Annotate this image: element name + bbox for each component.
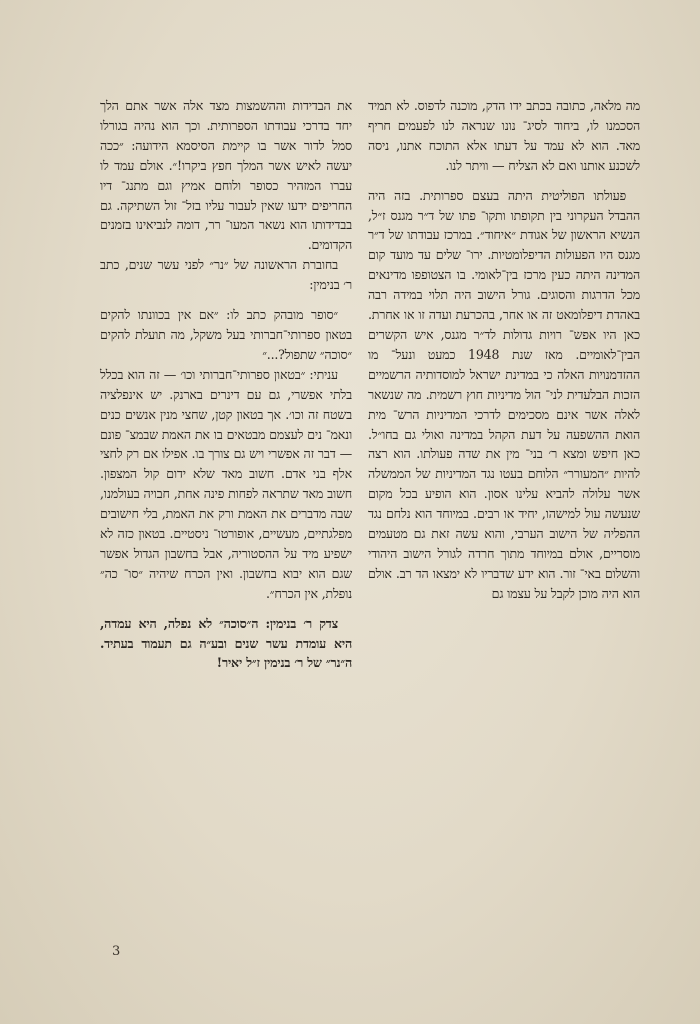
- paragraph-political-activity: פעולתו הפוליטית היתה בעצם ספרותית. בזה היה ההבדל העקרוני בין תקופתו ותקו־ פתו של ד״ר מגנס ז״ל, הנשיא הראשון של אגודת ״איחוד״. במרכז עבודתו של ד״ר מגנס היו הפעולות הדיפלומטיות. ירו־ שלים עד מועד קום המדינה היתה כעין מרכז בין־לאומי. בו הצטופפו מדינאים מכל הדרגות והסוגים. גורל הישוב היה תלוי במידה רבה באהדת דיפלומאט זה או אחר, בהכרעת ועדה זו או אחרת. כאן היו אפש־ רויות גדולות לד״ר מגנס, איש הקשרים הבין־לאומיים. מאז שנת 1948 כמעט ונעל־ מו ההזדמנויות האלה כי במדינת ישראל למוסדותיה הרשמיים הזכות הבלעדית לני־ הול מדיניות חוץ רשמית. מה שנשאר לאלה אשר אינם מסכימים לדרכי המדיניות הרש־ מית הואת ההשפעה על דעת הקהל במדינה ואולי גם בחו״ל. כאן חיפש ומצא ר׳ בני־ מין את שדה פעולתו. הוא רצה להיות ״המעורר״ הלוחם בעטו נגד המדיניות של הממשלה אשר עלולה להביא עלינו אסון. הוא הופיע בכל מקום שנעשה עול למישהו, יחיד או רבים. במיוחד הוא נלחם נגד ההפליה של הישוב הערבי, והוא עשה זאת גם מטעמים מוסריים, אולם במיוחד מתוך חרדה לגורל הישוב היהודי והשלום באי־ זור. הוא ידע שדבריו לא ימצאו הד רב. אולם הוא היה מוכן לקבל על עצמו גם: [368, 187, 640, 601]
- paragraph-quote-reply: עניתי: ״בטאון ספרותי־חברותי וכו׳ — זה הוא בכלל בלתי אפשרי, גם עם דינרים בארנק. יש אינפלציה בשטח זה וכו׳. אך בטאון קטן, שחצי מנין אנשים כנים ונאמ־ נים לעצמם מבטאים בו את האמת שבמצ־ פונם — דבר זה אפשרי ויש גם צורך בו. אפילו אם רק לחצי אלף בני אדם. חשוב מאד שלא ידום קול המצפון. חשוב מאד שתראה לפחות פינה אחת, חבויה בעולמנו, שבה מדברים את האמת ורק את האמת, בלי חישובים מפלגתיים, מעשיים, אופורטו־ ניסטיים. בטאון כזה לא ישפיע מיד על ההסטוריה, אבל בחשבון הגדול אפשר שגם הוא יבוא בחשבון. ואין הכרח שיהיה ״סו־ כה״ נופלת, אין הכרח״.: [100, 366, 352, 601]
- page-number: 3: [112, 944, 121, 959]
- paragraph-continuation: מה מלאה, כתובה בכתב ידו הדק, מוכנה לדפוס. לא תמיד הסכמנו לו, ביחוד לסיג־ נונו שנראה לנו לפעמים חריף מאד. הוא לא עמד על דעתו אלא התוכח אתנו, ניסה לשכנע אותנו ואם לא הצליח — וויתר לנו.: [368, 98, 640, 173]
- paragraph-first-issue: בחוברת הראשונה של ״נר״ לפני עשר שנים, כתב ר׳ בנימין:: [100, 257, 352, 293]
- left-text-column: [100, 96, 352, 673]
- paragraph-isolation: את הבדידות וההשמצות מצד אלה אשר אתם הלך יחד בדרכי עבודתו הספרותית. וכך הוא נהיה בגורלו סמל לדור אשר בו קיימת הסיסמא הידועה: ״ככה יעשה לאיש אשר המלך חפץ ביקרו!״. אולם עמד לו עברו המזהיר כסופר ולוחם אמיץ וגם מתנג־ דיו החריפים ידעו שאין לעבור עליו בזל־ זול השתיקה. גם בבדידותו הוא נשאר המעו־ רר, דומה לנביאינו בזמנים הקדומים.: [100, 98, 352, 253]
- right-text-column: [368, 96, 640, 604]
- paragraph-closing: צדק ר׳ בנימין: ה״סוכה״ לא נפלה, היא עמדה, היא עומדת עשר שנים ובע״ה גם תעמוד בעתיד. ה״נר״ של ר׳ בנימין ז״ל יאיר!: [100, 615, 352, 671]
- paragraph-quote-author: ״סופר מובהק כתב לו: ״אם אין בכוונתו להקים בטאון ספרותי־חברותי בעל משקל, מה תועלת להקים ״סוכה״ שתפול?...״: [100, 307, 352, 362]
